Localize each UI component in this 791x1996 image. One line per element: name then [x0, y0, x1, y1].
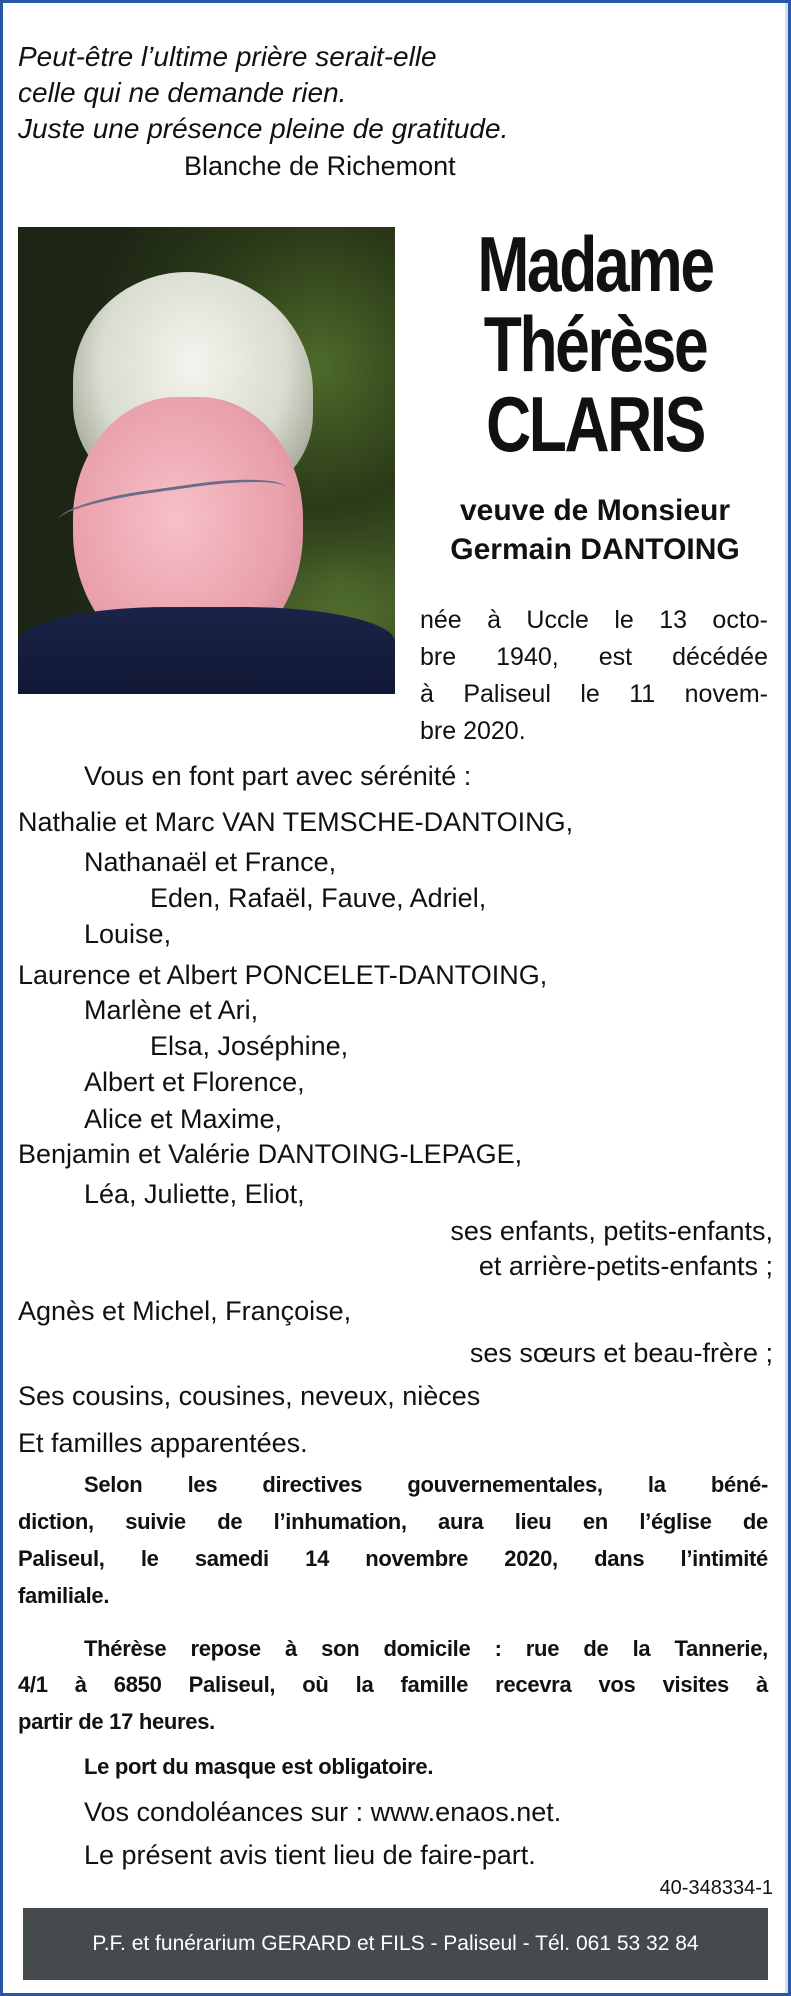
name-last: CLARIS — [486, 380, 704, 468]
family-relation: ses sœurs et beau-frère ; — [469, 1338, 773, 1368]
reference-number: 40-348334-1 — [659, 1877, 773, 1899]
family-line: Et familles apparentées. — [18, 1428, 308, 1458]
visit-line: 4/1 à 6850 Paliseul, où la famille recevra vos visites à — [18, 1672, 768, 1697]
name-title: Madame — [477, 220, 713, 308]
mask-notice: Le port du masque est obligatoire. — [84, 1754, 434, 1779]
family-line: Eden, Rafaël, Fauve, Adriel, — [150, 883, 487, 913]
portrait-photo — [18, 227, 395, 694]
family-line: Marlène et Ari, — [84, 995, 259, 1025]
family-line: Louise, — [84, 919, 172, 949]
photo-sweater — [18, 607, 395, 694]
family-relation: et arrière-petits-enfants ; — [478, 1251, 773, 1281]
ceremony-line: familiale. — [18, 1583, 110, 1608]
ceremony-line: Selon les directives gouvernementales, la béné- — [84, 1472, 768, 1497]
quote-line: Peut-être l’ultime prière serait-elle — [18, 41, 437, 72]
family-relation: ses enfants, petits-enfants, — [450, 1216, 773, 1246]
visit-line: Thérèse repose à son domicile : rue de la Tannerie, — [84, 1636, 768, 1661]
family-line: Alice et Maxime, — [84, 1104, 283, 1134]
ceremony-line: diction, suivie de l’inhumation, aura lieu en l’église de — [18, 1509, 768, 1534]
family-line: Albert et Florence, — [84, 1067, 305, 1097]
birth-death-line: à Paliseul le 11 novem- — [420, 680, 768, 708]
funeral-home-banner: P.F. et funérarium GERARD et FILS - Paliseul - Tél. 061 53 32 84 — [23, 1908, 768, 1980]
visit-line: partir de 17 heures. — [18, 1709, 215, 1734]
ceremony-line: Paliseul, le samedi 14 novembre 2020, dans l’intimité — [18, 1546, 768, 1571]
frame-edge — [785, 3, 788, 1993]
family-line: Nathanaël et France, — [84, 847, 337, 877]
family-line: Laurence et Albert PONCELET-DANTOING, — [18, 960, 548, 990]
quote-line: Juste une présence pleine de gratitude. — [18, 113, 509, 144]
family-line: Léa, Juliette, Eliot, — [84, 1179, 305, 1209]
birth-death-line: bre 2020. — [420, 717, 526, 745]
widow-name: Germain DANTOING — [450, 533, 740, 566]
family-line: Ses cousins, cousines, neveux, nièces — [18, 1381, 481, 1411]
birth-death-line: bre 1940, est décédée — [420, 643, 768, 671]
family-line: Nathalie et Marc VAN TEMSCHE-DANTOING, — [18, 807, 574, 837]
birth-death-line: née à Uccle le 13 octo- — [420, 606, 768, 634]
family-line: Elsa, Joséphine, — [150, 1031, 349, 1061]
condolences-line: Vos condoléances sur : www.enaos.net. — [84, 1797, 562, 1827]
intro: Vous en font part avec sérénité : — [84, 761, 472, 791]
widow-line: veuve de Monsieur — [459, 494, 731, 527]
faire-part-notice: Le présent avis tient lieu de faire-part. — [84, 1840, 536, 1870]
name-first: Thérèse — [483, 300, 707, 388]
quote-author: Blanche de Richemont — [184, 151, 456, 181]
family-line: Agnès et Michel, Françoise, — [18, 1296, 352, 1326]
quote-line: celle qui ne demande rien. — [18, 77, 347, 108]
family-line: Benjamin et Valérie DANTOING-LEPAGE, — [18, 1139, 523, 1169]
